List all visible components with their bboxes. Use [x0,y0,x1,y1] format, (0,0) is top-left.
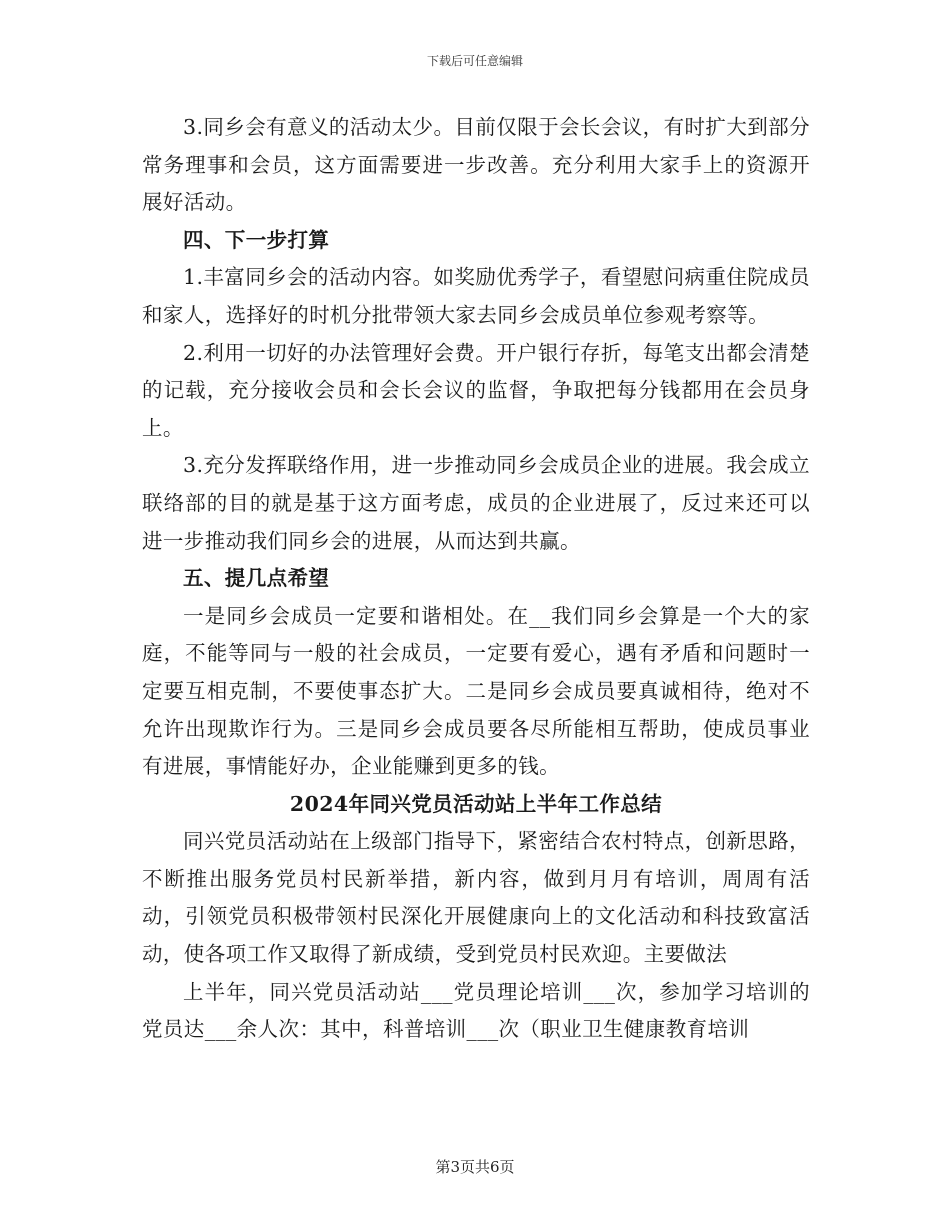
paragraph: 1.丰富同乡会的活动内容。如奖励优秀学子，看望慰问病重住院成员和家人，选择好的时机分批带领大家去同乡会成员单位参观考察等。 [142,265,810,327]
section-heading: 五、提几点希望 [183,566,330,591]
paragraph: 同兴党员活动站在上级部门指导下，紧密结合农村特点，创新思路，不断推出服务党员村民新举措，新内容，做到月月有培训，周周有活动，引领党员积极带领村民深化开展健康向上的文化活动和科技致富活动，使各项工作又取得了新成绩，受到党员村民欢迎。主要做法 [142,829,810,967]
section-heading: 四、下一步打算 [183,227,330,252]
document-title: 2024年同兴党员活动站上半年工作总结 [289,791,663,816]
paragraph: 一是同乡会成员一定要和谐相处。在__我们同乡会算是一个大的家庭，不能等同与一般的社会成员，一定要有爱心，遇有矛盾和问题时一定要互相克制，不要使事态扩大。二是同乡会成员要真诚相待，绝对不允许出现欺诈行为。三是同乡会成员要各尽所能相互帮助，使成员事业有进展，事情能好办，企业能赚到更多的钱。 [142,603,810,779]
paragraph: 2.利用一切好的办法管理好会费。开户银行存折，每笔支出都会清楚的记载，充分接收会员和会长会议的监督，争取把每分钱都用在会员身上。 [142,340,810,440]
page-number: 第3页共6页 [435,1158,515,1176]
paragraph: 3.充分发挥联络作用，进一步推动同乡会成员企业的进展。我会成立联络部的目的就是基于这方面考虑，成员的企业进展了，反过来还可以进一步推动我们同乡会的进展，从而达到共赢。 [142,453,810,553]
paragraph: 上半年，同兴党员活动站___党员理论培训___次，参加学习培训的党员达___余人次：其中，科普培训___次（职业卫生健康教育培训 [142,979,810,1042]
paragraph: 3.同乡会有意义的活动太少。目前仅限于会长会议，有时扩大到部分常务理事和会员，这方面需要进一步改善。充分利用大家手上的资源开展好活动。 [142,115,810,215]
document-body [142,109,810,1049]
page-header: 下载后可任意编辑 [426,54,523,68]
